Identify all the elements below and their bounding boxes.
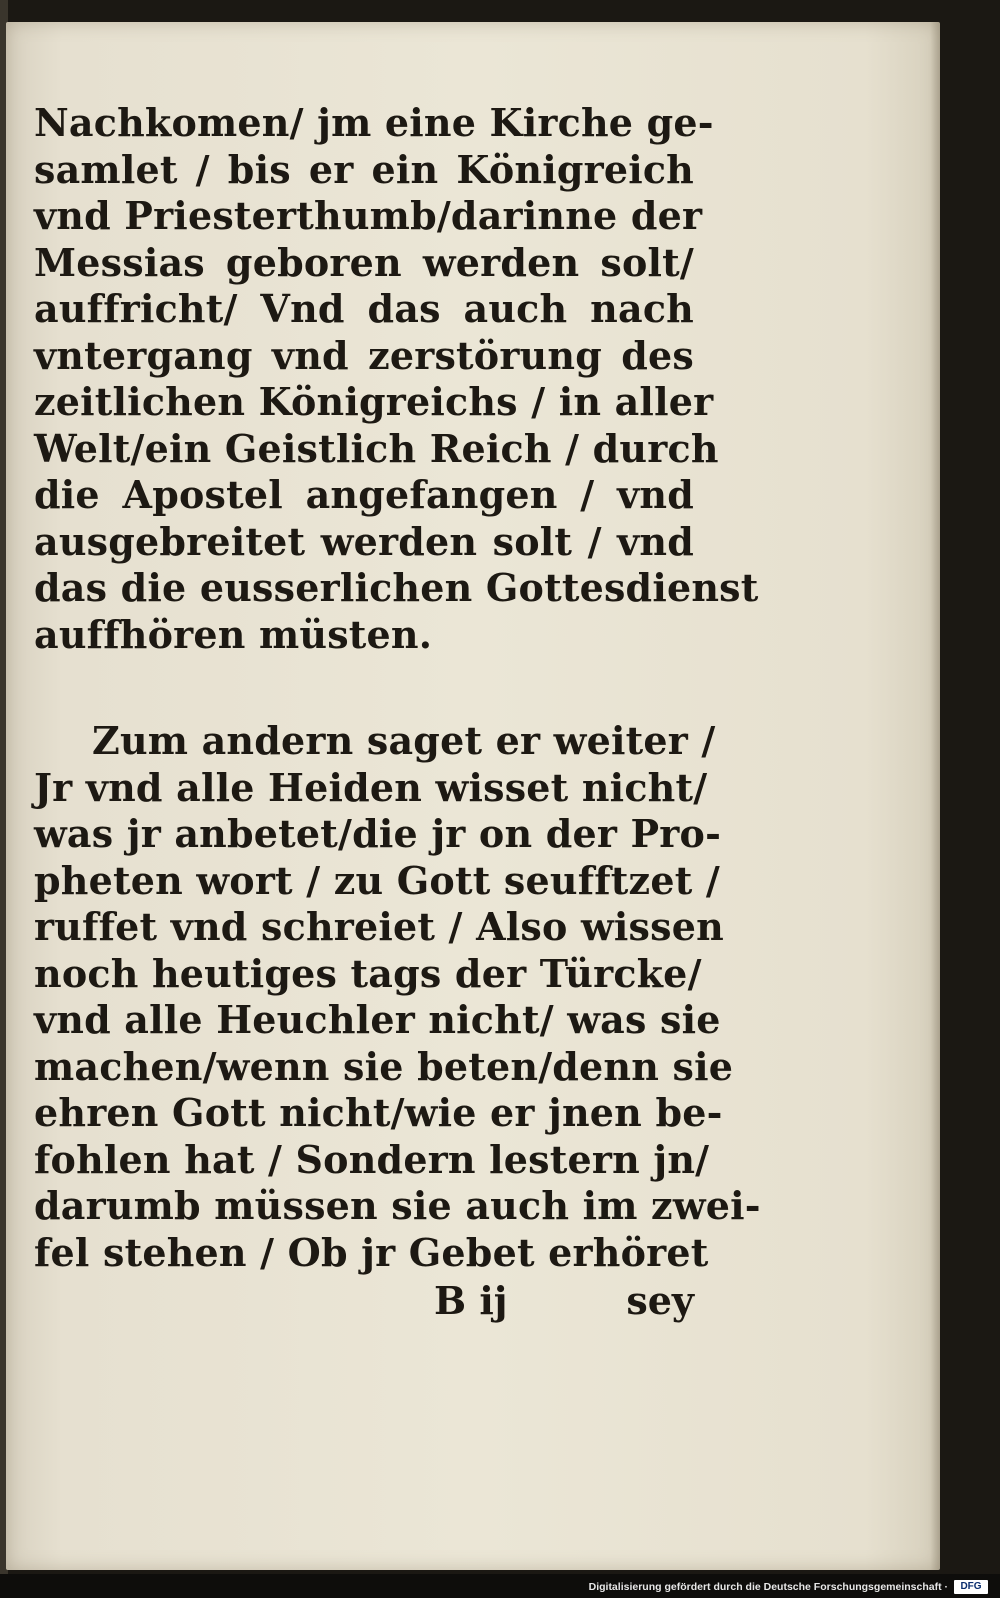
- digitization-credit: Digitalisierung gefördert durch die Deutsche Forschungsgemeinschaft ·: [588, 1581, 948, 1593]
- text-line: pheten wort / zu Gott seufftzet /: [34, 857, 720, 903]
- text-line: auffricht/ Vnd das auch nach: [34, 286, 694, 331]
- text-line: ruffet vnd schreiet / Also wissen: [34, 904, 724, 949]
- text-line: noch heutiges tags der Türcke/: [34, 950, 702, 996]
- page-text-block: [34, 100, 761, 1328]
- page-footer-marks: [34, 1278, 694, 1328]
- paragraph-2: [34, 718, 761, 1276]
- text-line: ausgebreitet werden solt / vnd: [34, 518, 694, 564]
- text-line: das die eusserlichen Gottesdienst: [34, 565, 759, 610]
- text-line: was jr anbetet/die jr on der Pro-: [34, 811, 722, 856]
- credit-strip: [0, 1574, 1000, 1598]
- text-line: Zum andern saget er weiter /: [92, 718, 716, 763]
- text-line: darumb müssen sie auch im zwei-: [34, 1183, 761, 1228]
- text-line: Messias geboren werden solt/: [34, 239, 694, 285]
- dfg-logo-icon: DFG: [954, 1580, 988, 1594]
- text-line: die Apostel angefangen / vnd: [34, 472, 694, 517]
- text-line: zeitlichen Königreichs / in aller: [34, 379, 714, 424]
- text-line: Jr vnd alle Heiden wisset nicht/: [34, 764, 708, 810]
- text-line: auffhören müsten.: [34, 611, 433, 657]
- text-line: fohlen hat / Sondern lestern jn/: [34, 1136, 710, 1182]
- text-line: vntergang vnd zerstörung des: [34, 332, 694, 378]
- text-line: vnd alle Heuchler nicht/ was sie: [34, 997, 721, 1042]
- catchword: sey: [626, 1278, 694, 1323]
- book-page: [6, 22, 940, 1570]
- paragraph-gap: [34, 658, 694, 718]
- text-line: Welt/ein Geistlich Reich / durch: [34, 425, 719, 471]
- signature-mark: B ij: [434, 1278, 508, 1323]
- text-line: vnd Priesterthumb/darinne der: [34, 193, 703, 238]
- text-line: ehren Gott nicht/wie er jnen be-: [34, 1090, 723, 1135]
- text-line: fel stehen / Ob jr Gebet erhöret: [34, 1229, 709, 1275]
- text-line: Nachkomen/ jm eine Kirche ge-: [34, 100, 714, 145]
- text-line: machen/wenn sie beten/denn sie: [34, 1043, 734, 1089]
- paragraph-1: [34, 100, 759, 658]
- text-line: samlet / bis er ein Königreich: [34, 146, 694, 192]
- page-gutter-shadow: [930, 22, 940, 1570]
